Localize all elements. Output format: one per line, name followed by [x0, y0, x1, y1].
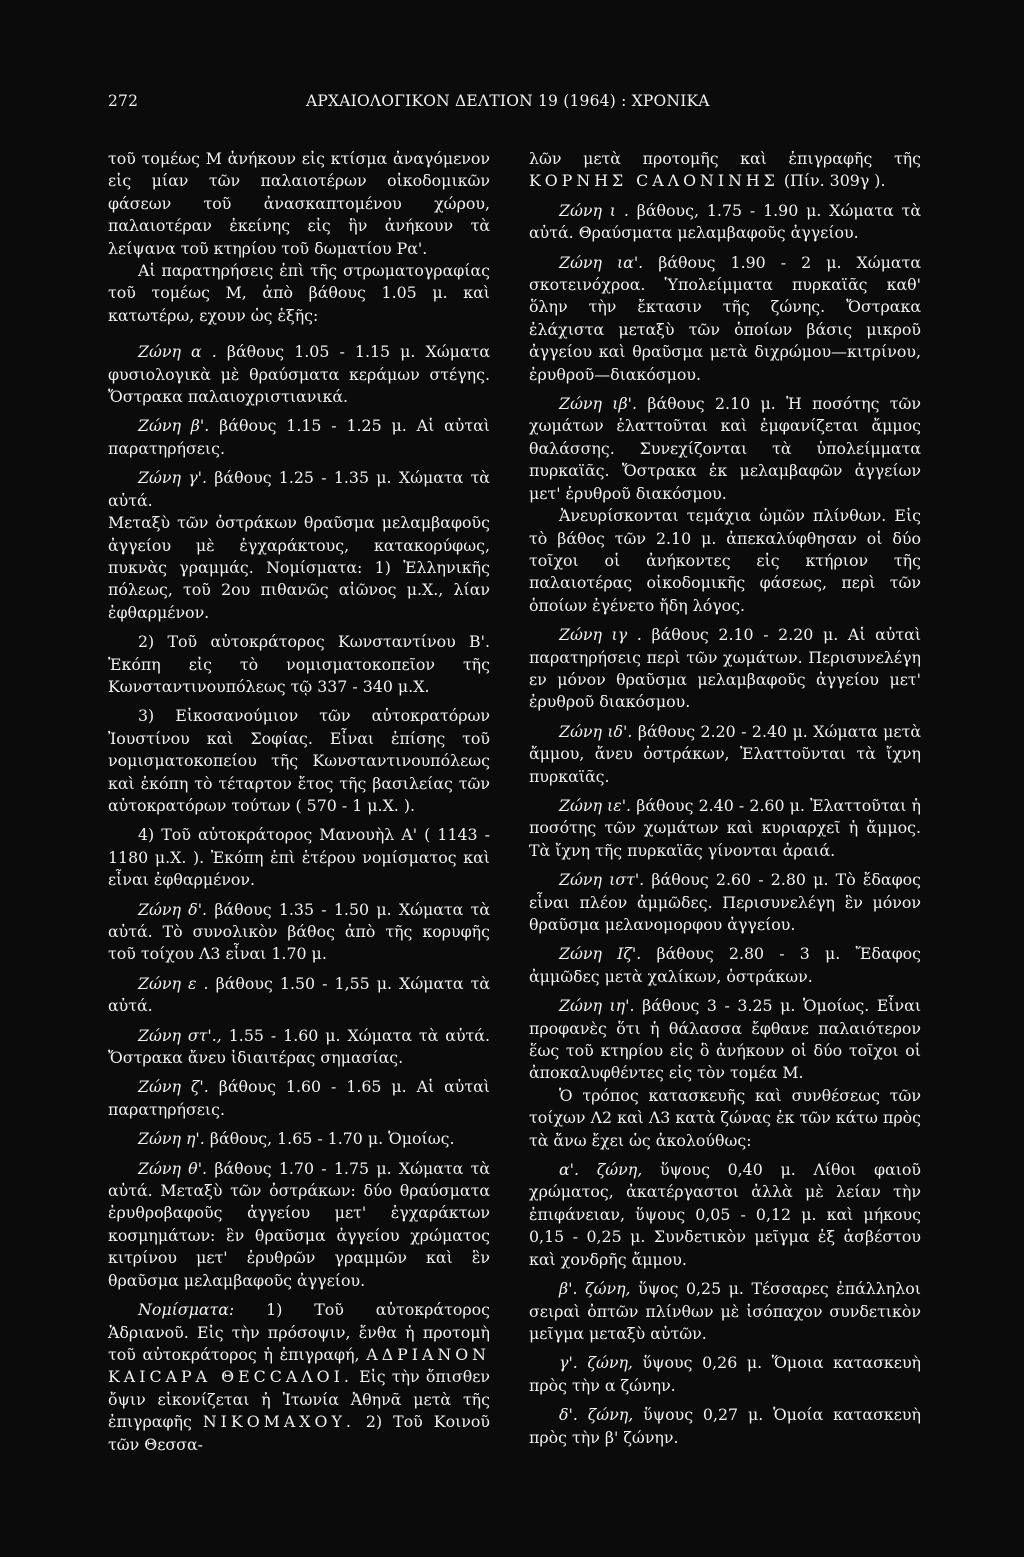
- zone-entry: Ζώνη ιε'. βάθους 2.40 - 2.60 μ. Ἐλαττοῦται ἡ ποσότης τῶν χωμάτων καὶ κυριαρχεῖ ἡ ἄμμος. Τὰ ἴχνη τῆς πυρκαϊᾶς γίνονται ἀραιά.: [529, 795, 921, 860]
- zone-entry: Ζώνη ιβ'. βάθους 2.10 μ. Ἡ ποσότης τῶν χωμάτων ἐλαττοῦται καὶ ἐμφανίζεται ἄμμος θαλάσσης. Συνεχίζονται τὰ ὑπολείμματα πυρκαϊᾶς. Ὄστρακα ἐκ μελαμβαφῶν ἀγγείων μετ' ἐρυθροῦ διακόσμου.: [529, 394, 921, 503]
- zone-entry: Ζώνη ιδ'. βάθους 2.20 - 2.40 μ. Χώματα μετὰ ἄμμου, ἄνευ ὀστράκων, Ἐλαττοῦνται τὰ ἴχνη πυρκαϊᾶς.: [529, 721, 921, 786]
- zone-entry: Ζώνη β'. βάθους 1.15 - 1.25 μ. Αἱ αὐταὶ παρατηρήσεις.: [108, 416, 490, 458]
- zone-entry: Ζώνη ια'. βάθους 1.90 - 2 μ. Χώματα σκοτεινόχροα. Ὑπολείμματα πυρκαϊᾶς καθ' ὅλην τὴν ἔκτασιν τῆς ζώνης. Ὄστρακα ἐλάχιστα μεταξὺ τῶν ὁποίων βάσις μικροῦ ἀγγείου καὶ θραῦσμα μετὰ διχρώμου—κιτρίνου, ἐρυθροῦ—διακόσμου.: [529, 252, 921, 384]
- zone-entry: Ζώνη Ιζ'. βάθους 2.80 - 3 μ. Ἔδαφος ἀμμῶδες μετὰ χαλίκων, ὀστράκων.: [529, 944, 921, 986]
- zone-label: Ζώνη θ'.: [138, 1158, 208, 1178]
- coin-entry: 2) Τοῦ αὐτοκράτορος Κωνσταντίνου Β'. Ἐκόπη εἰς τὸ νομισματοκοπεῖον τῆς Κωνσταντινουπόλεως τῷ 337 - 340 μ.Χ.: [108, 632, 490, 696]
- zone-label: Ζώνη ζ'.: [138, 1077, 209, 1097]
- right-column: [529, 148, 921, 1449]
- zone-label: Ζώνη ιγ .: [559, 625, 642, 645]
- zone-label: Ζώνη ιη'.: [559, 996, 635, 1016]
- coins-label: Νομίσματα:: [138, 1300, 235, 1320]
- zone-entry: Ζώνη α . βάθους 1.05 - 1.15 μ. Χώματα φυσιολογικὰ μὲ θραύσματα κεράμων στέγης. Ὄστρακα παλαιοχριστιανικά.: [108, 342, 490, 407]
- wall-zone-entry: δ'. ζώνη, ὕψους 0,27 μ. Ὁμοία κατασκευὴ πρὸς τὴν β' ζώνην.: [529, 1405, 921, 1447]
- zone-entry: Ζώνη η'. βάθους, 1.65 - 1.70 μ. Ὁμοίως.: [138, 1129, 455, 1149]
- wall-zone-label: α'. ζώνη,: [559, 1160, 643, 1180]
- inscription: ΑΔΡΙΑΝΟΝ ΚΑΙCΑΡΑ ΘΕCCΑΛΟΙ.: [108, 1344, 490, 1387]
- zone-label: Ζώνη ιδ'.: [559, 721, 633, 741]
- zone-label: Ζώνη β'.: [138, 416, 210, 436]
- wall-zone-label: δ'. ζώνη,: [559, 1405, 634, 1425]
- inscription: ΚΟΡΝΗΣ CΑΛΟΝΙΝΗΣ: [529, 171, 779, 191]
- zone-entry: Ζώνη ιγ . βάθους 2.10 - 2.20 μ. Αἱ αὐταὶ παρατηρήσεις περὶ τῶν χωμάτων. Περισυνελέγη εν μόνον θραῦσμα μελαμβαφοῦς ἀγγείου μετ' ἐρυθροῦ διακόσμου.: [529, 625, 922, 712]
- paragraph: Ὁ τρόπος κατασκευῆς καὶ συνθέσεως τῶν τοίχων Λ2 καὶ Λ3 κατὰ ζώνας ἐκ τῶν κάτω πρὸς τὰ ἄνω ἔχει ὡς ἀκολούθως:: [529, 1085, 921, 1150]
- zone-label: Ζώνη ε .: [138, 973, 209, 993]
- zone-label: Ζώνη ι .: [559, 200, 629, 220]
- paragraph: τοῦ τομέως Μ ἀνήκουν εἰς κτίσμα ἀναγόμενον εἰς μίαν τῶν παλαιοτέρων οἰκοδομικῶν φάσεων τοῦ ἀνασκαπτομένου χώρου, παλαιοτέραν ἐκείνης εἰς ἣν ἀνήκουν τὰ λείψανα τοῦ κτηρίου τοῦ δωματίου Ρα'.: [108, 149, 490, 258]
- zone-label: Ζώνη α .: [138, 342, 217, 362]
- page-number: 272: [108, 92, 139, 110]
- zone-label: Ζώνη ιβ'.: [559, 394, 637, 414]
- coin-entry: 4) Τοῦ αὐτοκράτορος Μανουὴλ Α' ( 1143 - 1180 μ.Χ. ). Ἐκόπη ἐπὶ ἑτέρου νομίσματος καὶ εἶναι ἐφθαρμένον.: [108, 825, 490, 890]
- wall-zone-label: γ'. ζώνη,: [559, 1353, 633, 1373]
- coins-paragraph: Νομίσματα: 1) Τοῦ αὐτοκράτορος Ἁδριανοῦ. Εἰς τὴν πρόσοψιν, ἔνθα ἡ προτομὴ τοῦ αὐτοκράτορος ἡ ἐπιγραφή, ΑΔΡΙΑΝΟΝ ΚΑΙCΑΡΑ ΘΕCCΑΛΟΙ. Εἰς τὴν ὄπισθεν ὄψιν εἰκονίζεται ἡ Ἰτωνία Ἀθηνᾶ μετὰ τῆς ἐπιγραφῆς ΝΙΚΟΜΑΧΟΥ. 2) Τοῦ Κοινοῦ τῶν Θεσσα-: [108, 1300, 490, 1454]
- zone-label: Ζώνη γ'.: [138, 468, 207, 488]
- coin-entry: 3) Εἰκοσανούμιον τῶν αὐτοκρατόρων Ἰουστίνου καὶ Σοφίας. Εἶναι ἐπίσης τοῦ νομισματοκοπείου τῆς Κωνσταντινουπόλεως καὶ ἐκόπη τὸ τέταρτον ἔτος τῆς βασιλείας τῶν αὐτοκρατόρων τούτων ( 570 - 1 μ.Χ. ).: [108, 706, 490, 815]
- left-column: [108, 148, 490, 1456]
- running-title: ΑΡΧΑΙΟΛΟΓΙΚΟΝ ΔΕΛΤΙΟΝ 19 (1964) : ΧΡΟΝΙΚΑ: [306, 92, 710, 110]
- zone-entry: Ζώνη θ'. βάθους 1.70 - 1.75 μ. Χώματα τὰ αὐτά. Μεταξὺ τῶν ὀστράκων: δύο θραύσματα ἐρυθροβαφοῦς ἀγγείου μετ' ἐγχαράκτων κοσμημάτων: ἓν θραῦσμα ἀγγείου χρώματος κιτρίνου μετ' ἐρυθρῶν γραμμῶν καὶ ἓν θραῦσμα μελαμβαφοῦς ἀγγείου.: [108, 1158, 490, 1290]
- paragraph: Αἱ παρατηρήσεις ἐπὶ τῆς στρωματογραφίας τοῦ τομέως Μ, ἀπὸ βάθους 1.05 μ. καὶ κατωτέρω, εχουν ὡς ἑξῆς:: [108, 261, 490, 325]
- wall-zone-label: β'. ζώνη,: [559, 1279, 631, 1299]
- zone-label: Ζώνη Ιζ'.: [559, 944, 642, 964]
- paragraph: Μεταξὺ τῶν ὀστράκων θραῦσμα μελαμβαφοῦς ἀγγείου μὲ ἐγχαράκτους, κατακορύφως, πυκνὰς γραμμάς. Νομίσματα: 1) Ἑλληνικῆς πόλεως, τοῦ 2ου πιθανῶς αἰῶνος μ.Χ., λίαν ἐφθαρμένον.: [108, 513, 490, 622]
- zone-entry: Ζώνη ε . βάθους 1.50 - 1,55 μ. Χώματα τὰ αὐτά.: [108, 973, 491, 1016]
- zone-entry: Ζώνη γ'. βάθους 1.25 - 1.35 μ. Χώματα τὰ αὐτά.: [108, 468, 490, 510]
- zone-label: Ζώνη ιε'.: [559, 795, 632, 815]
- zone-label: Ζώνη στ'.,: [138, 1025, 222, 1045]
- zone-label: Ζώνη η'.: [138, 1129, 205, 1149]
- zone-label: Ζώνη ια'.: [559, 252, 644, 272]
- wall-zone-entry: α'. ζώνη, ὕψους 0,40 μ. Λίθοι φαιοῦ χρώματος, ἀκατέργαστοι ἀλλὰ μὲ λείαν τὴν ἐπιφάνειαν, ὕψους 0,05 - 0,12 μ. καὶ μήκους 0,15 - 0,25 μ. Συνδετικὸν μεῖγμα ἐξ ἀσβέστου καὶ χονδρῆς ἄμμου.: [529, 1160, 921, 1269]
- zone-entry: Ζώνη στ'., 1.55 - 1.60 μ. Χώματα τὰ αὐτά. Ὄστρακα ἄνευ ἰδιαιτέρας σημασίας.: [108, 1025, 490, 1068]
- zone-entry: Ζώνη δ'. βάθους 1.35 - 1.50 μ. Χώματα τὰ αὐτά. Τὸ συνολικὸν βάθος ἀπὸ τῆς κορυφῆς τοῦ τοίχου Λ3 εἶναι 1.70 μ.: [108, 899, 490, 964]
- zone-label: Ζώνη ιστ'.: [559, 870, 645, 890]
- plate-reference: (Πίν. 309γ ).: [783, 171, 886, 191]
- zone-entry: Ζώνη ι . βάθους, 1.75 - 1.90 μ. Χώματα τὰ αὐτά. Θραύσματα μελαμβαφοῦς ἀγγείου.: [529, 200, 921, 243]
- inscription: ΝΙΚΟΜΑΧΟΥ.: [202, 1412, 355, 1432]
- paragraph: λῶν μετὰ προτομῆς καὶ ἐπιγραφῆς τῆς ΚΟΡΝΗΣ CΑΛΟΝΙΝΗΣ (Πίν. 309γ ).: [529, 149, 921, 191]
- zone-label: Ζώνη δ'.: [138, 899, 208, 919]
- wall-zone-entry: β'. ζώνη, ὕψος 0,25 μ. Τέσσαρες ἐπάλληλοι σειραὶ ὀπτῶν πλίνθων μὲ ἰσόπαχον συνδετικὸν μεῖγμα μεταξὺ αὐτῶν.: [529, 1279, 921, 1343]
- wall-zone-entry: γ'. ζώνη, ὕψους 0,26 μ. Ὅμοια κατασκευὴ πρὸς τὴν α ζώνην.: [529, 1353, 922, 1395]
- zone-entry: Ζώνη ιστ'. βάθους 2.60 - 2.80 μ. Τὸ ἔδαφος εἶναι πλέον ἀμμῶδες. Περισυνελέγη ἓν μόνον θραῦσμα μελανομορφου ἀγγείου.: [529, 870, 921, 934]
- zone-entry: Ζώνη ιη'. βάθους 3 - 3.25 μ. Ὁμοίως. Εἶναι προφανὲς ὅτι ἡ θάλασσα ἔφθανε παλαιότερον ἕως τοῦ κτηρίου εἰς ὃ ἀνήκουν οἱ δύο τοῖχοι οἱ ἀποκαλυφθέντες εἰς τὸν τομέα Μ.: [529, 996, 922, 1083]
- paragraph: Ἀνευρίσκονται τεμάχια ὠμῶν πλίνθων. Εἰς τὸ βάθος τῶν 2.10 μ. ἀπεκαλύφθησαν οἱ δύο τοῖχοι οἱ ἀνήκοντες εἰς κτήριον τῆς παλαιοτέρας οἰκοδομικῆς φάσεως, περὶ τῶν ὁποίων ἐγένετο ἤδη λόγος.: [529, 506, 921, 615]
- zone-entry: Ζώνη ζ'. βάθους 1.60 - 1.65 μ. Αἱ αὐταὶ παρατηρήσεις.: [108, 1077, 490, 1119]
